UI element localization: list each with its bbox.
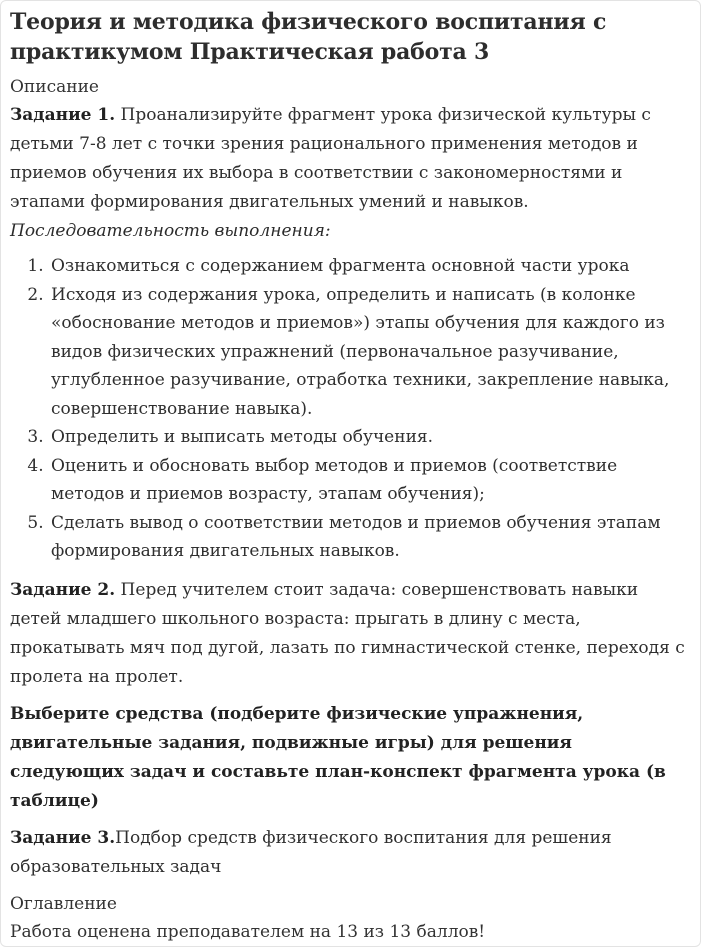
grade-status: Работа оценена преподавателем на 13 из 13 баллов!: [10, 921, 486, 942]
task1-paragraph: [10, 101, 690, 217]
task2-text: Перед учителем стоит задача: совершенствовать навыки детей младшего школьного возраста: прыгать в длину с места, прокатывать мяч под дугой, лазать по гимнастической стенке, переходя с пролета на пролет.: [10, 579, 685, 687]
spacer: [10, 692, 690, 700]
task2-instruction: Выберите средства (подберите физические упражнения, двигательные задания, подвижные игры) для решения следующих задач и составьте план-конспект фрагмента урока (в таблице): [10, 703, 666, 811]
task1-label: Задание 1.: [10, 105, 116, 125]
list-item: 3. Определить и выписать методы обучения.: [49, 423, 690, 452]
spacer: [10, 816, 690, 824]
task2-paragraph: [10, 576, 690, 692]
page-title: Теория и методика физического воспитания с практикумом Практическая работа 3: [10, 9, 607, 65]
list-item: 5. Сделать вывод о соответствии методов и приемов обучения этапам формирования двигательных навыков.: [49, 509, 690, 566]
list-item: 2. Исходя из содержания урока, определить и написать (в колонке «обоснование методов и приемов») этапы обучения для каждого из видов физических упражнений (первоначальное разучивание, углубленное разучивание, отработка техники, закрепление навыка, совершенствование навыка).: [49, 281, 690, 424]
list-item: 4. Оценить и обосновать выбор методов и приемов (соответствие методов и приемов возрасту, этапам обучения);: [49, 452, 690, 509]
task2-label: Задание 2.: [10, 579, 116, 600]
task3-text: Подбор средств физического воспитания для решения образовательных задач: [10, 827, 612, 877]
toc-label: Оглавление: [10, 893, 117, 914]
task1-text: Проанализируйте фрагмент урока физической культуры с детьми 7-8 лет с точки зрения рационального применения методов и приемов обучения их выбора в соответствии с закономерностями и этапами формирования двигательных умений и навыков.: [10, 105, 651, 212]
steps-list: [10, 252, 690, 566]
sequence-heading: Последовательность выполнения:: [10, 221, 331, 241]
list-item: 1. Ознакомиться с содержанием фрагмента основной части урока: [49, 252, 690, 281]
spacer: [10, 882, 690, 890]
description-label: Описание: [10, 77, 99, 97]
task3-paragraph: [10, 824, 690, 882]
task3-label: Задание 3.: [10, 827, 116, 848]
